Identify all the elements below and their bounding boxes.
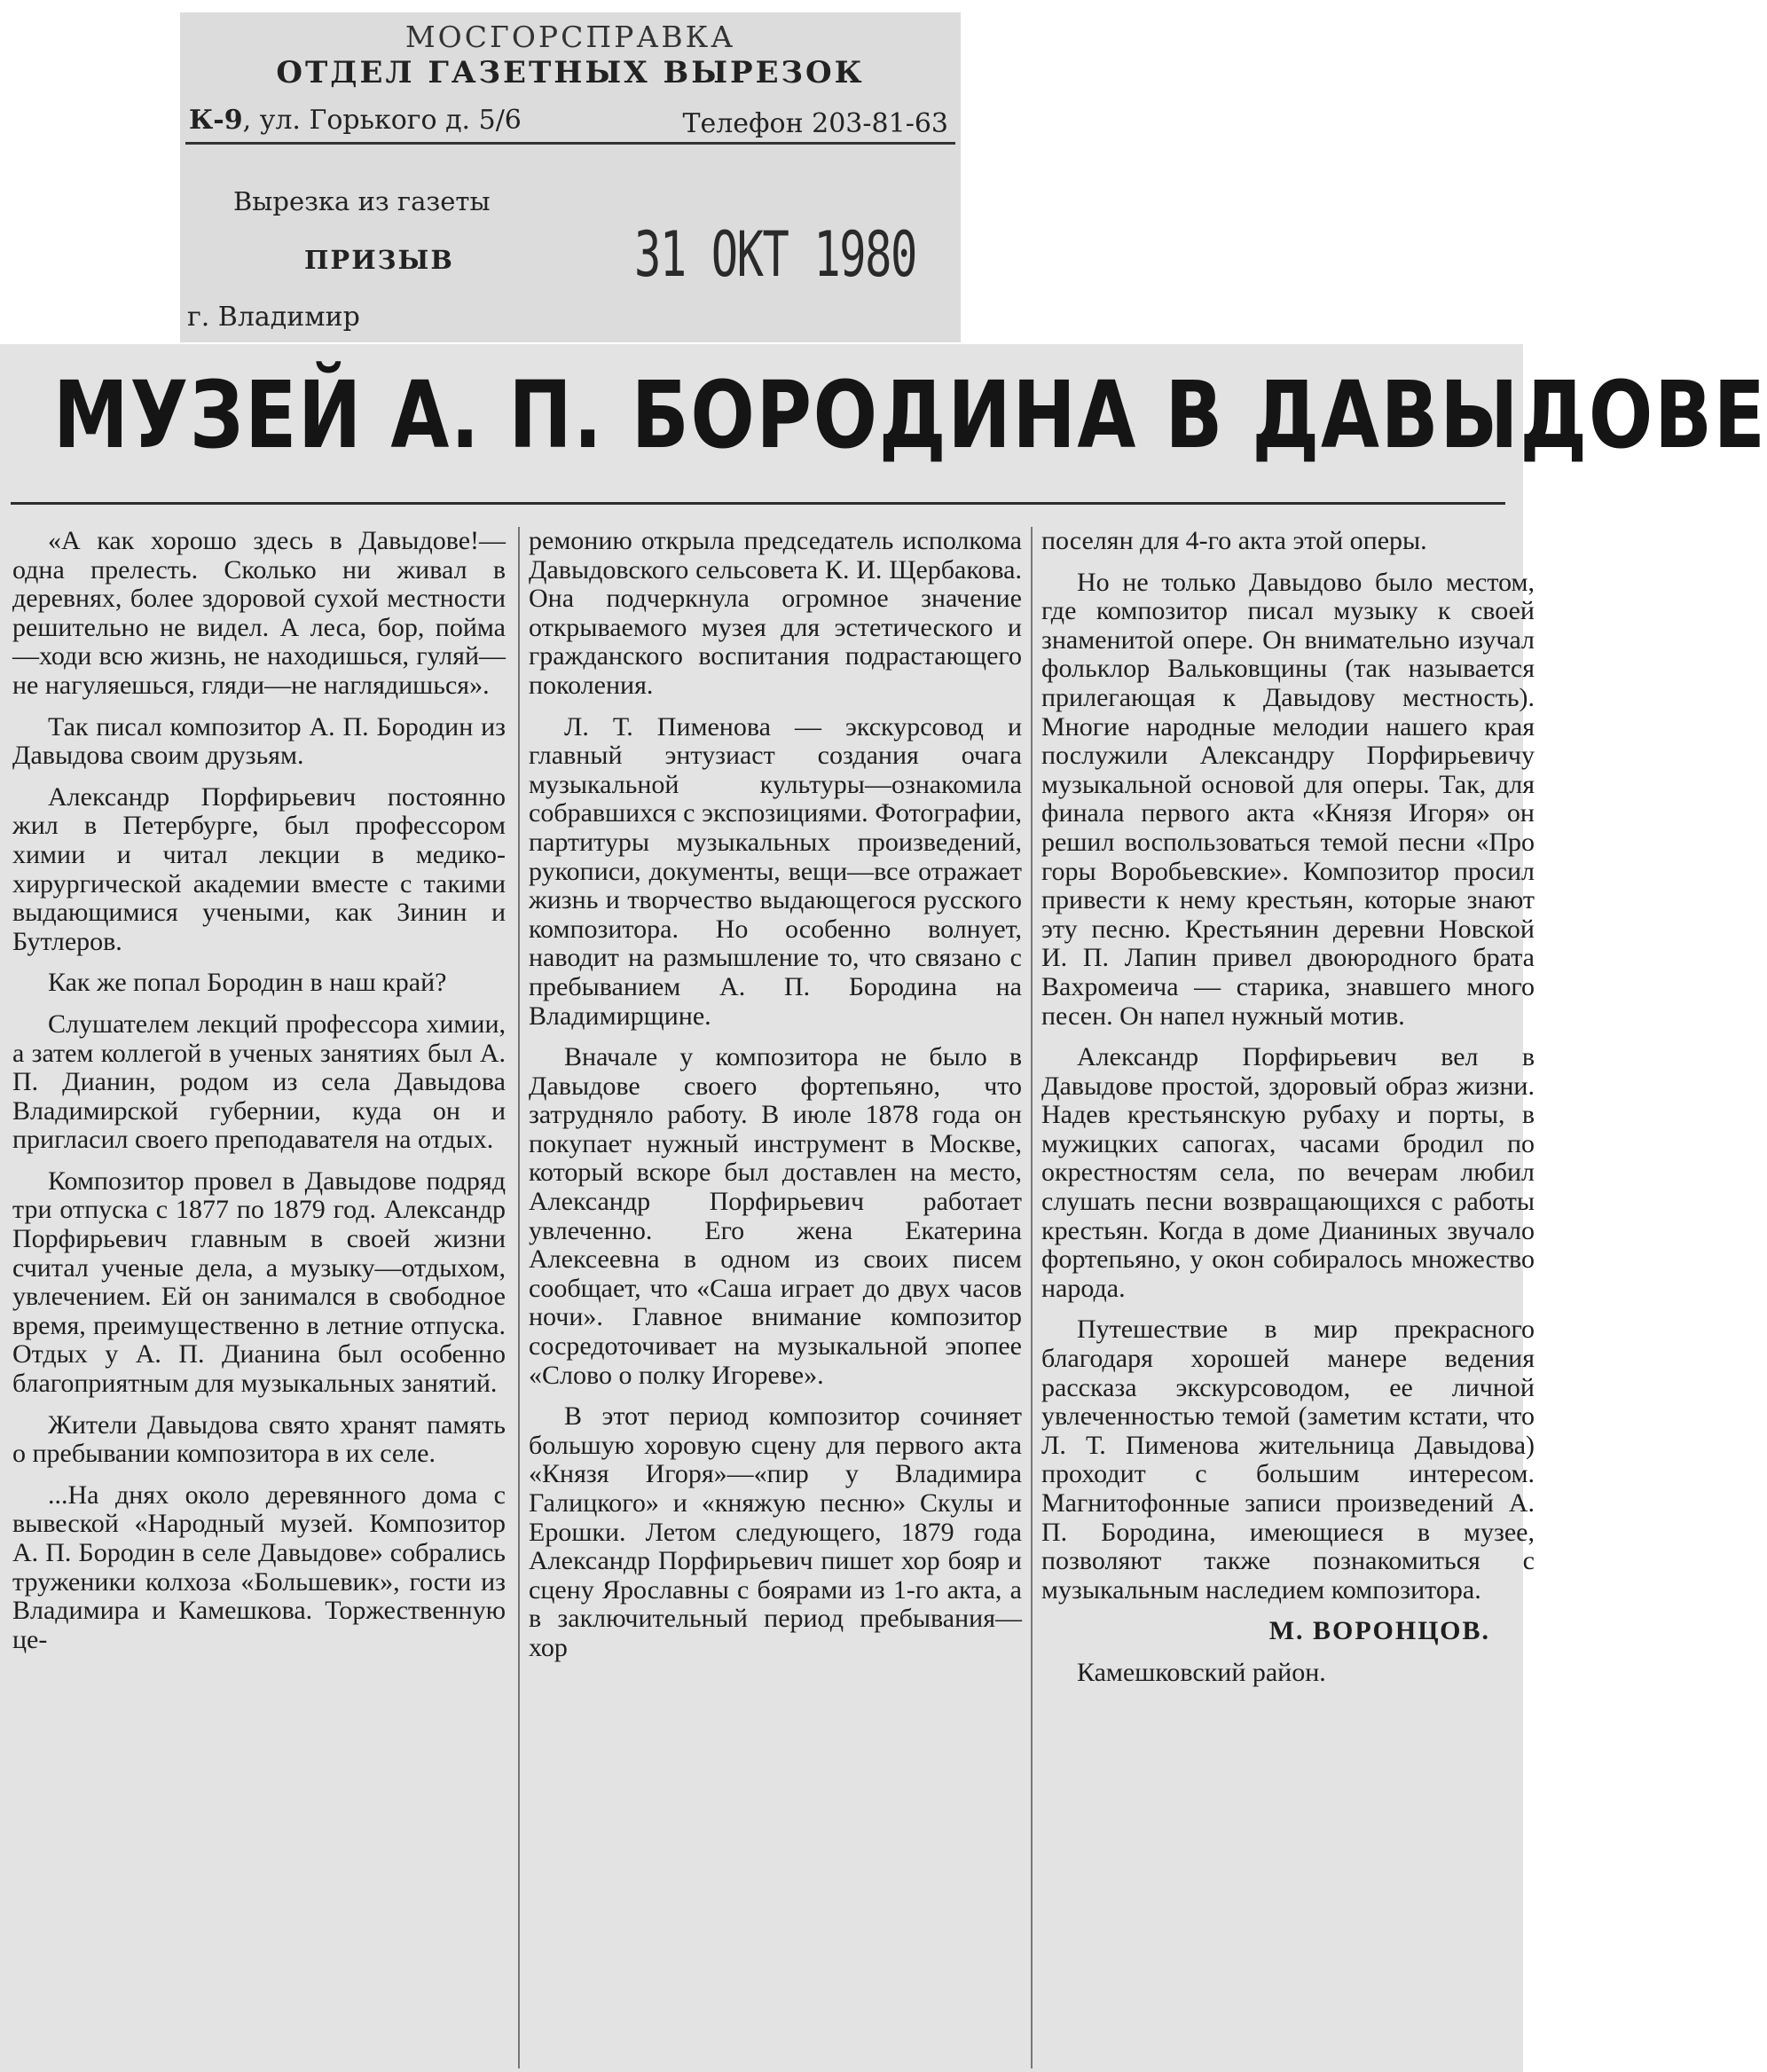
paragraph: Как же попал Бородин в наш край? <box>48 968 447 998</box>
paragraph: Л. Т. Пименова — экскурсовод и главный энтузиаст создания очага музыкальной культуры—ознакомила собравшихся с экспозициями. Фотографии, партитуры музыкальных произведений, рукописи, документы, вещи—все отражает жизнь и творчество выдающегося русского композитора. Но особенно волнует, наводит на размышление то, что связано с пребыванием А. П. Бородина на Владимирщине. <box>529 711 1022 1031</box>
label-divider <box>185 142 955 145</box>
address-code: К-9 <box>189 105 243 136</box>
paragraph: ремонию открыла председатель исполкома Давыдовского сельсовета К. И. Щербакова. Она подчеркнула огромное значение открываемого музея для эстетического и гражданского воспитания подрастающего поколения. <box>529 526 1022 700</box>
paragraph: поселян для 4-го акта этой оперы. <box>1041 526 1427 555</box>
paragraph: Жители Давыдова свято хранят память о пребывании композитора в их селе. <box>12 1409 506 1469</box>
column-divider <box>518 527 520 2068</box>
city-name: г. Владимир <box>187 302 360 333</box>
paragraph: ...На днях около деревянного дома с вывеской «Народный музей. Композитор А. П. Бородин в селе Давыдове» собрались труженики колхоза «Большевик», гости из Владимира и Камешкова. Торжественную це- <box>12 1479 506 1654</box>
article-column-3 <box>1041 527 1535 1700</box>
clipping-service-label <box>180 12 961 342</box>
paragraph: Но не только Давыдово было местом, где композитор писал музыку к своей знаменитой опере. Он внимательно изучал фольклор Вальковщины (так называется прилегающая к Давыдову местность). Многие народные мелодии нашего края послужили Александру Порфирьевичу музыкальной основой для оперы. Так, для финала первого акта «Князя Игоря» он решил воспользоваться темой песни «Про горы Воробьевские». Композитор просил привести к нему крестьян, которые знают эту песню. Крестьянин деревни Новской И. П. Лапин привел двоюродного брата Вахромеича — старика, знавшего много песен. Он напел нужный мотив. <box>1041 567 1535 1031</box>
paragraph: «А как хорошо здесь в Давыдове!—одна прелесть. Сколько ни живал в деревнях, более здоровой сухой местности решительно не видел. А леса, бор, пойма—ходи всю жизнь, не находишься, гуляй—не нагуляешься, гляди—не наглядишься». <box>12 526 506 700</box>
paragraph: Так писал композитор А. П. Бородин из Давыдова своим друзьям. <box>12 711 506 771</box>
date-stamp: 31 ОКТ 1980 <box>634 218 916 291</box>
department-name: ОТДЕЛ ГАЗЕТНЫХ ВЫРЕЗОК <box>276 55 865 90</box>
paragraph: В этот период композитор сочиняет большую хоровую сцену для первого акта «Князя Игоря»—«пир у Владимира Галицкого» и «княжую песню» Скулы и Ерошки. Летом следующего, 1879 года Александр Порфирьевич пишет хор бояр и сцену Ярославны с боярами из 1-го акта, а в заключительный период пребывания—хор <box>529 1401 1022 1662</box>
address-street: , ул. Горького д. 5/6 <box>242 105 522 136</box>
paragraph: Александр Порфирьевич постоянно жил в Петербурге, был профессором химии и читал лекции в медико-хирургической академии вместе с такими выдающимися учеными, как Зинин и Бутлеров. <box>12 781 506 956</box>
column-divider <box>1031 527 1033 2068</box>
author-district: Камешковский район. <box>1077 1657 1326 1687</box>
article-headline: МУЗЕЙ А. П. БОРОДИНА В ДАВЫДОВЕ <box>53 361 1767 469</box>
phone-number: Телефон 203-81-63 <box>682 108 948 139</box>
article-column-1 <box>12 527 506 1667</box>
author-signature: М. ВОРОНЦОВ. <box>1268 1616 1490 1646</box>
paragraph: Композитор провел в Давыдове подряд три отпуска с 1877 по 1879 год. Александр Порфирьевич главным в своей жизни считал ученые дела, а музыку—отдыхом, увлечением. Ей он занимался в свободное время, преимущественно в летние отпуска. Отдых у А. П. Дианина был особенно благоприятным для музыкальных занятий. <box>12 1166 506 1399</box>
paragraph: Путешествие в мир прекрасного благодаря хорошей манере ведения рассказа экскурсоводом, ее личной увлеченностью темой (заметим кстати, что Л. Т. Пименова жительница Давыдова) проходит с большим интересом. Магнитофонные записи произведений А. П. Бородина, имеющиеся в музее, позволяют также познакомиться с музыкальным наследием композитора. <box>1041 1315 1535 1605</box>
paragraph: Александр Порфирьевич вел в Давыдове простой, здоровый образ жизни. Надев крестьянскую рубаху и порты, в мужицких сапогах, часами бродил по окрестностям села, по вечерам любил слушать песни возвращающихся с работы крестьян. Когда в доме Дианиных звучало фортепьяно, у окон собиралось множество народа. <box>1041 1042 1535 1303</box>
clipping-from-label: Вырезка из газеты <box>233 186 491 216</box>
headline-divider <box>11 502 1505 505</box>
address <box>189 105 522 136</box>
paragraph: Вначале у композитора не было в Давыдове своего фортепьяно, что затрудняло работу. В июле 1878 года он покупает нужный инструмент в Москве, который вскоре был доставлен на место, Александр Порфирьевич работает увлеченно. Его жена Екатерина Алексеевна в одном из своих писем сообщает, что «Саша играет до двух часов ночи». Главное внимание композитор сосредоточивает на музыкальной эпопее «Слово о полку Игореве». <box>529 1042 1022 1390</box>
newspaper-article <box>0 344 1767 2072</box>
paragraph: Слушателем лекций профессора химии, а затем коллегой в ученых занятиях был А. П. Дианин, родом из села Давыдова Владимирской губернии, куда он и пригласил своего преподавателя на отдых. <box>12 1009 506 1155</box>
newspaper-name: ПРИЗЫВ <box>304 245 454 275</box>
article-column-2 <box>529 527 1022 1676</box>
agency-name: МОСГОРСПРАВКА <box>404 20 736 54</box>
